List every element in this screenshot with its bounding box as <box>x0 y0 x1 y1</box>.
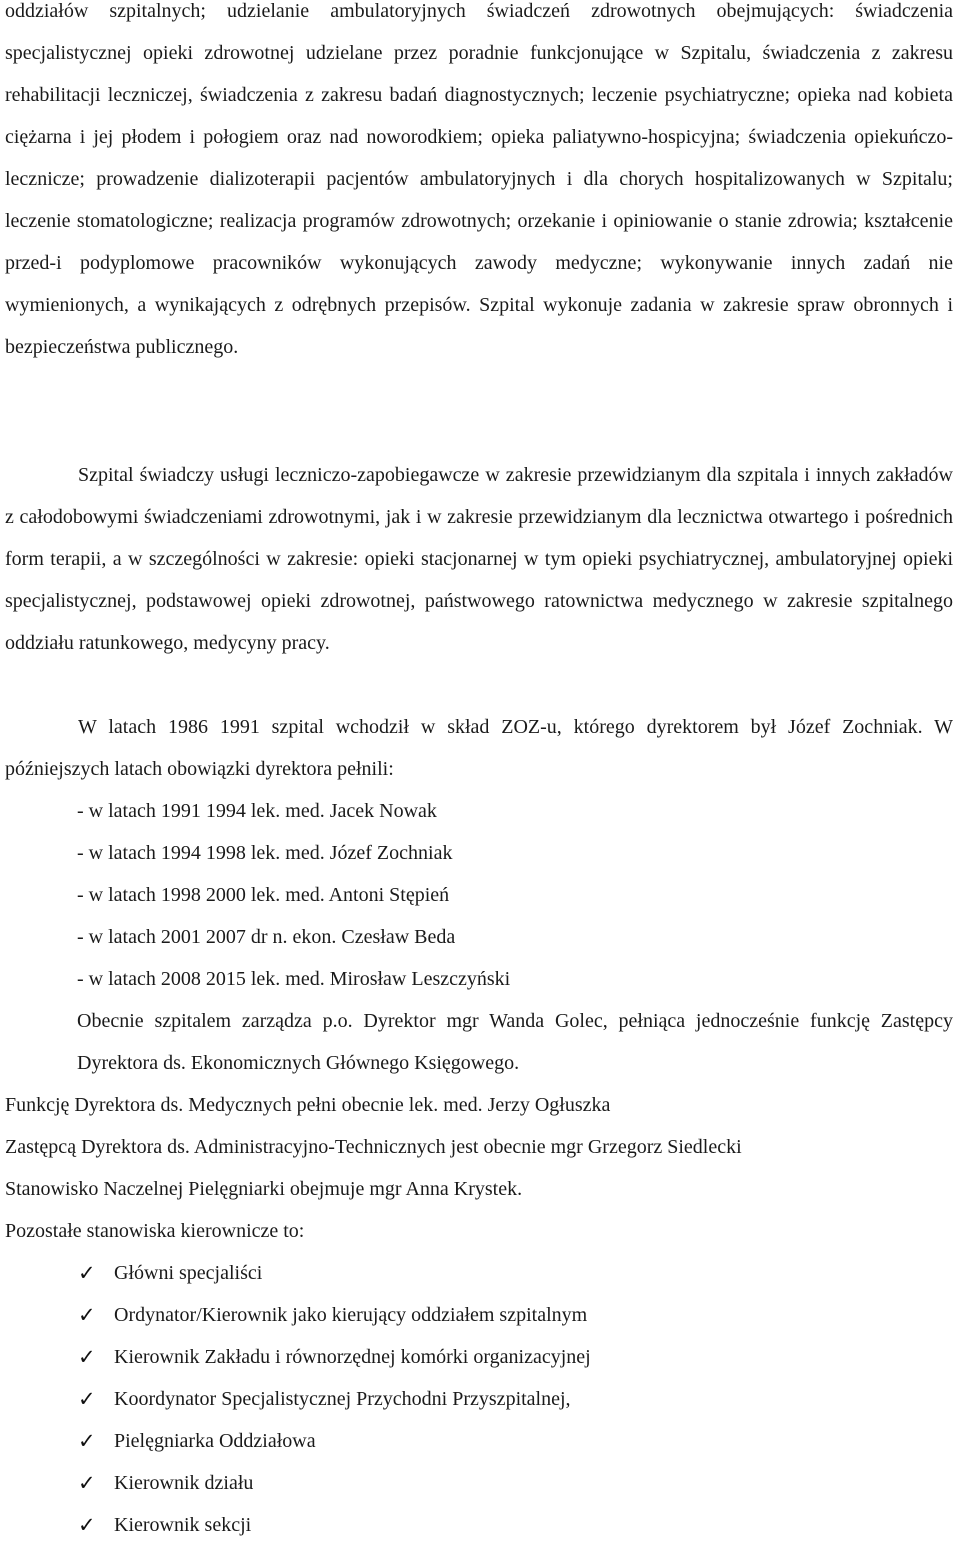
checkmark-icon: ✓ <box>78 1303 96 1327</box>
position-label: Kierownik działu <box>114 1472 254 1494</box>
admin-director-line: Zastępcą Dyrektora ds. Administracyjno-Technicznych jest obecnie mgr Grzegorz Siedlecki <box>5 1136 742 1158</box>
checkmark-icon: ✓ <box>78 1345 96 1369</box>
checkmark-icon: ✓ <box>78 1471 96 1495</box>
paragraph-services: oddziałów szpitalnych; udzielanie ambulatoryjnych świadczeń zdrowotnych obejmujących: świadczenia specjalistycznej opieki zdrowotnej udzielane przez poradnie funkcjonujące w Szpitalu, świadczenia z zakresu rehabilitacji leczniczej, świadczenia z zakresu badań diagnostycznych; leczenie psychiatryczne; opieka nad kobieta ciężarna i jej płodem i połogiem oraz nad noworodkiem; opieka paliatywno-hospicyjna; świadczenia opiekuńczo-lecznicze; prowadzenie dializoterapii pacjentów ambulatoryjnych i dla chorych hospitalizowanych w Szpitalu; leczenie stomatologiczne; realizacja programów zdrowotnych; orzekanie i opiniowanie o stanie zdrowia; kształcenie przed-i podyplomowe pracowników wykonujących zawody medyczne; wykonywanie innych zadań nie wymienionych, a wynikających z odrębnych przepisów. Szpital wykonuje zadania w zakresie spraw obronnych i bezpieczeństwa publicznego. <box>5 0 953 358</box>
list-item: - w latach 2001 2007 dr n. ekon. Czesław Beda <box>77 926 456 948</box>
list-item <box>78 1504 591 1546</box>
checkmark-icon: ✓ <box>78 1429 96 1453</box>
list-item <box>78 1336 591 1378</box>
position-label: Kierownik sekcji <box>114 1514 252 1536</box>
list-item <box>78 1378 591 1420</box>
directors-list <box>77 790 510 1000</box>
list-item <box>78 1294 591 1336</box>
paragraph-scope: Szpital świadczy usługi leczniczo-zapobiegawcze w zakresie przewidzianym dla szpitala i innych zakładów z całodobowymi świadczeniami zdrowotnymi, jak i w zakresie przewidzianym dla lecznictwa otwartego i pośrednich form terapii, a w szczególności w zakresie: opieki stacjonarnej w tym opieki psychiatrycznej, ambulatoryjnej opieki specjalistycznej, podstawowej opieki zdrowotnej, państwowego ratownictwa medycznego w zakresie szpitalnego oddziału ratunkowego, medycyny pracy. <box>5 464 953 654</box>
position-label: Koordynator Specjalistycznej Przychodni Przyszpitalnej, <box>114 1388 571 1410</box>
checkmark-icon: ✓ <box>78 1261 96 1285</box>
list-item <box>78 1420 591 1462</box>
list-item: - w latach 1991 1994 lek. med. Jacek Nowak <box>77 800 437 822</box>
checkmark-icon: ✓ <box>78 1513 96 1537</box>
medical-director-line: Funkcję Dyrektora ds. Medycznych pełni obecnie lek. med. Jerzy Ogłuszka <box>5 1094 611 1116</box>
list-item <box>78 1252 591 1294</box>
list-item <box>78 1462 591 1504</box>
positions-checklist <box>78 1252 591 1546</box>
position-label: Pielęgniarka Oddziałowa <box>114 1430 316 1452</box>
list-item: - w latach 2008 2015 lek. med. Mirosław Leszczyński <box>77 968 511 990</box>
position-label: Kierownik Zakładu i równorzędnej komórki organizacyjnej <box>114 1346 591 1368</box>
head-nurse-line: Stanowisko Naczelnej Pielęgniarki obejmuje mgr Anna Krystek. <box>5 1178 523 1200</box>
other-positions-intro: Pozostałe stanowiska kierownicze to: <box>5 1220 305 1242</box>
checkmark-icon: ✓ <box>78 1387 96 1411</box>
paragraph-current-management: Obecnie szpitalem zarządza p.o. Dyrektor mgr Wanda Golec, pełniąca jednocześnie funkcję Zastępcy Dyrektora ds. Ekonomicznych Głównego Księgowego. <box>77 1010 953 1074</box>
position-label: Główni specjaliści <box>114 1262 263 1284</box>
position-label: Ordynator/Kierownik jako kierujący oddziałem szpitalnym <box>114 1304 588 1326</box>
paragraph-history: W latach 1986 1991 szpital wchodził w skład ZOZ-u, którego dyrektorem był Józef Zochniak. W późniejszych latach obowiązki dyrektora pełnili: <box>5 716 953 780</box>
list-item: - w latach 1994 1998 lek. med. Józef Zochniak <box>77 842 453 864</box>
list-item: - w latach 1998 2000 lek. med. Antoni Stępień <box>77 884 450 906</box>
